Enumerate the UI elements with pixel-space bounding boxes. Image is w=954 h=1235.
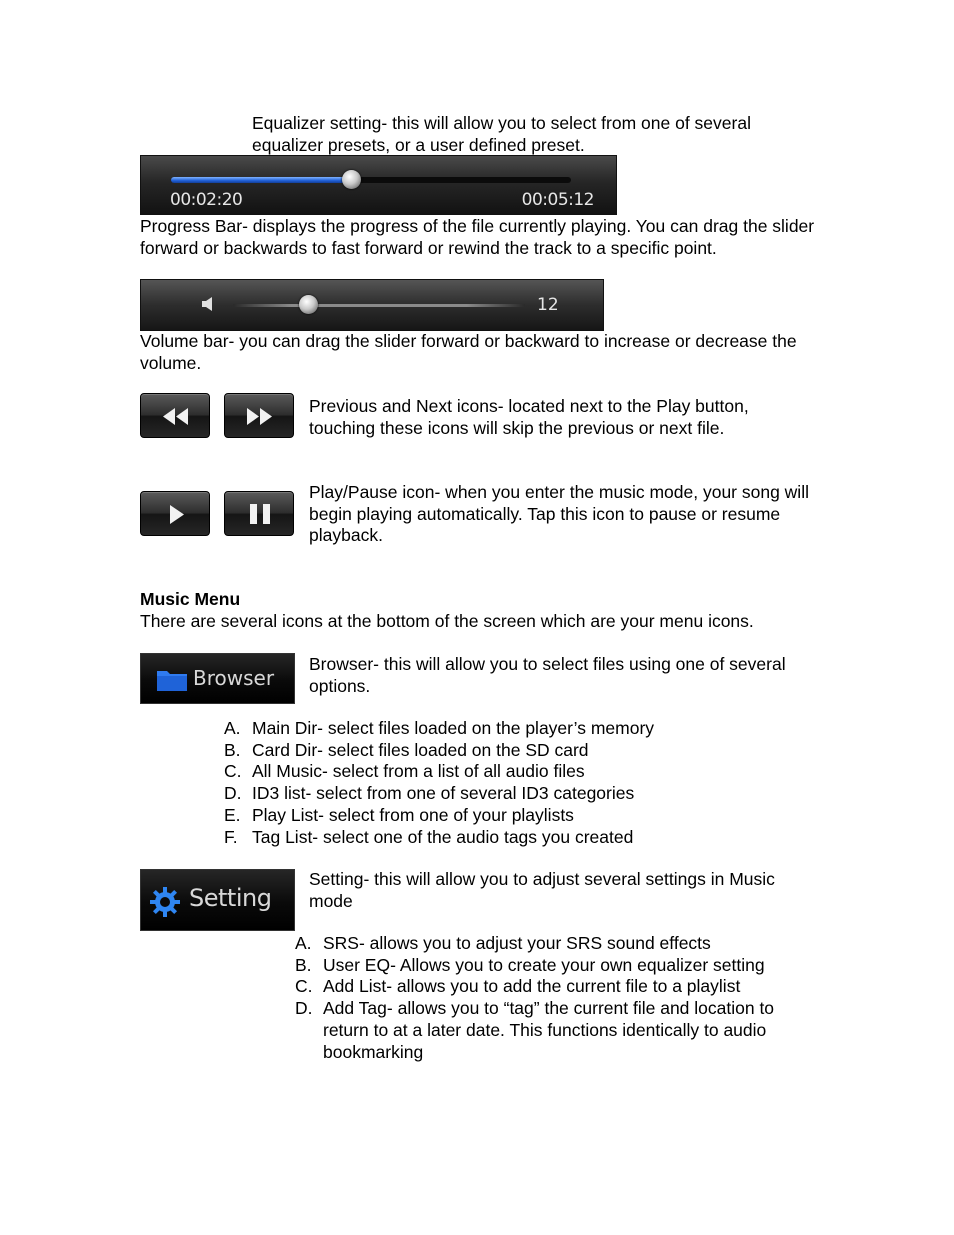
list-item-text: User EQ- Allows you to create your own equalizer setting	[323, 954, 765, 975]
speaker-icon	[201, 296, 217, 312]
pause-icon	[225, 492, 295, 537]
list-item-text: Play List- select from one of your playlists	[252, 804, 574, 825]
list-item-marker: D.	[295, 998, 313, 1019]
list-item-marker: F.	[224, 826, 238, 847]
list-item	[295, 998, 813, 1063]
browser-tab-label: Browser	[193, 666, 275, 690]
pause-button[interactable]	[224, 491, 294, 536]
list-item	[224, 761, 832, 783]
volume-slider-knob[interactable]	[299, 295, 318, 314]
progress-slider-knob[interactable]	[342, 170, 361, 189]
list-item-marker: C.	[295, 976, 313, 997]
list-item-marker: E.	[224, 804, 241, 825]
gear-icon	[149, 886, 181, 918]
list-item	[224, 739, 832, 762]
elapsed-time: 00:02:20	[170, 190, 243, 210]
play-button[interactable]	[140, 491, 210, 536]
progress-fill	[171, 177, 351, 183]
list-item-marker: A.	[295, 933, 312, 953]
list-item	[224, 718, 832, 740]
list-item-marker: D.	[224, 783, 242, 804]
list-item-text: All Music- select from a list of all audio files	[252, 761, 585, 782]
list-item-text: Add Tag- allows you to “tag” the current file and location to return to at a later date. This functions identically to audio bookmarking	[323, 998, 775, 1062]
list-item	[224, 783, 832, 805]
setting-options-list	[295, 933, 813, 1063]
fast-forward-icon	[225, 394, 295, 439]
list-item	[295, 976, 813, 998]
list-item	[224, 826, 832, 849]
rewind-icon	[141, 394, 211, 439]
list-item	[224, 804, 832, 827]
browser-options-list	[224, 718, 832, 848]
play-pause-description: Play/Pause icon- when you enter the music mode, your song will begin playing automatically. Tap this icon to pause or resume playback.	[309, 482, 809, 546]
next-button[interactable]	[224, 393, 294, 438]
list-item-text: Card Dir- select files loaded on the SD card	[252, 739, 589, 760]
browser-description: Browser- this will allow you to select files using one of several options.	[309, 654, 786, 696]
list-item-text: Tag List- select one of the audio tags you created	[252, 826, 634, 847]
list-item-marker: C.	[224, 761, 242, 782]
volume-track[interactable]	[233, 304, 525, 307]
list-item	[295, 933, 813, 955]
setting-tab[interactable]	[140, 869, 295, 931]
play-icon	[141, 492, 211, 537]
setting-description: Setting- this will allow you to adjust several settings in Music mode	[309, 869, 775, 911]
folder-icon	[156, 668, 188, 692]
volume-level: 12	[537, 295, 559, 315]
list-item-marker: B.	[295, 954, 312, 975]
list-item-marker: A.	[224, 718, 241, 738]
progress-track[interactable]	[171, 177, 571, 183]
progress-description: Progress Bar- displays the progress of the file currently playing. You can drag the slider forward or backwards to fast forward or rewind the track to a specific point.	[140, 216, 815, 258]
list-item-text: ID3 list- select from one of several ID3 categories	[252, 783, 635, 804]
music-menu-intro: There are several icons at the bottom of the screen which are your menu icons.	[140, 611, 754, 631]
music-menu-heading: Music Menu	[140, 589, 241, 609]
previous-button[interactable]	[140, 393, 210, 438]
list-item-marker: B.	[224, 739, 241, 760]
equalizer-description: Equalizer setting- this will allow you to select from one of several equalizer presets, or a user defined preset.	[252, 113, 751, 155]
list-item	[295, 954, 813, 977]
list-item-text: Main Dir- select files loaded on the player’s memory	[252, 718, 655, 738]
volume-bar-screenshot	[140, 279, 604, 331]
prev-next-description: Previous and Next icons- located next to the Play button, touching these icons will skip the previous or next file.	[309, 396, 749, 438]
browser-tab[interactable]	[140, 653, 295, 704]
list-item-text: SRS- allows you to adjust your SRS sound effects	[323, 933, 711, 953]
progress-bar-screenshot	[140, 155, 617, 215]
setting-tab-label: Setting	[189, 884, 272, 912]
volume-description: Volume bar- you can drag the slider forward or backward to increase or decrease the volume.	[140, 331, 797, 373]
list-item-text: Add List- allows you to add the current file to a playlist	[323, 976, 741, 997]
total-time: 00:05:12	[521, 190, 594, 210]
